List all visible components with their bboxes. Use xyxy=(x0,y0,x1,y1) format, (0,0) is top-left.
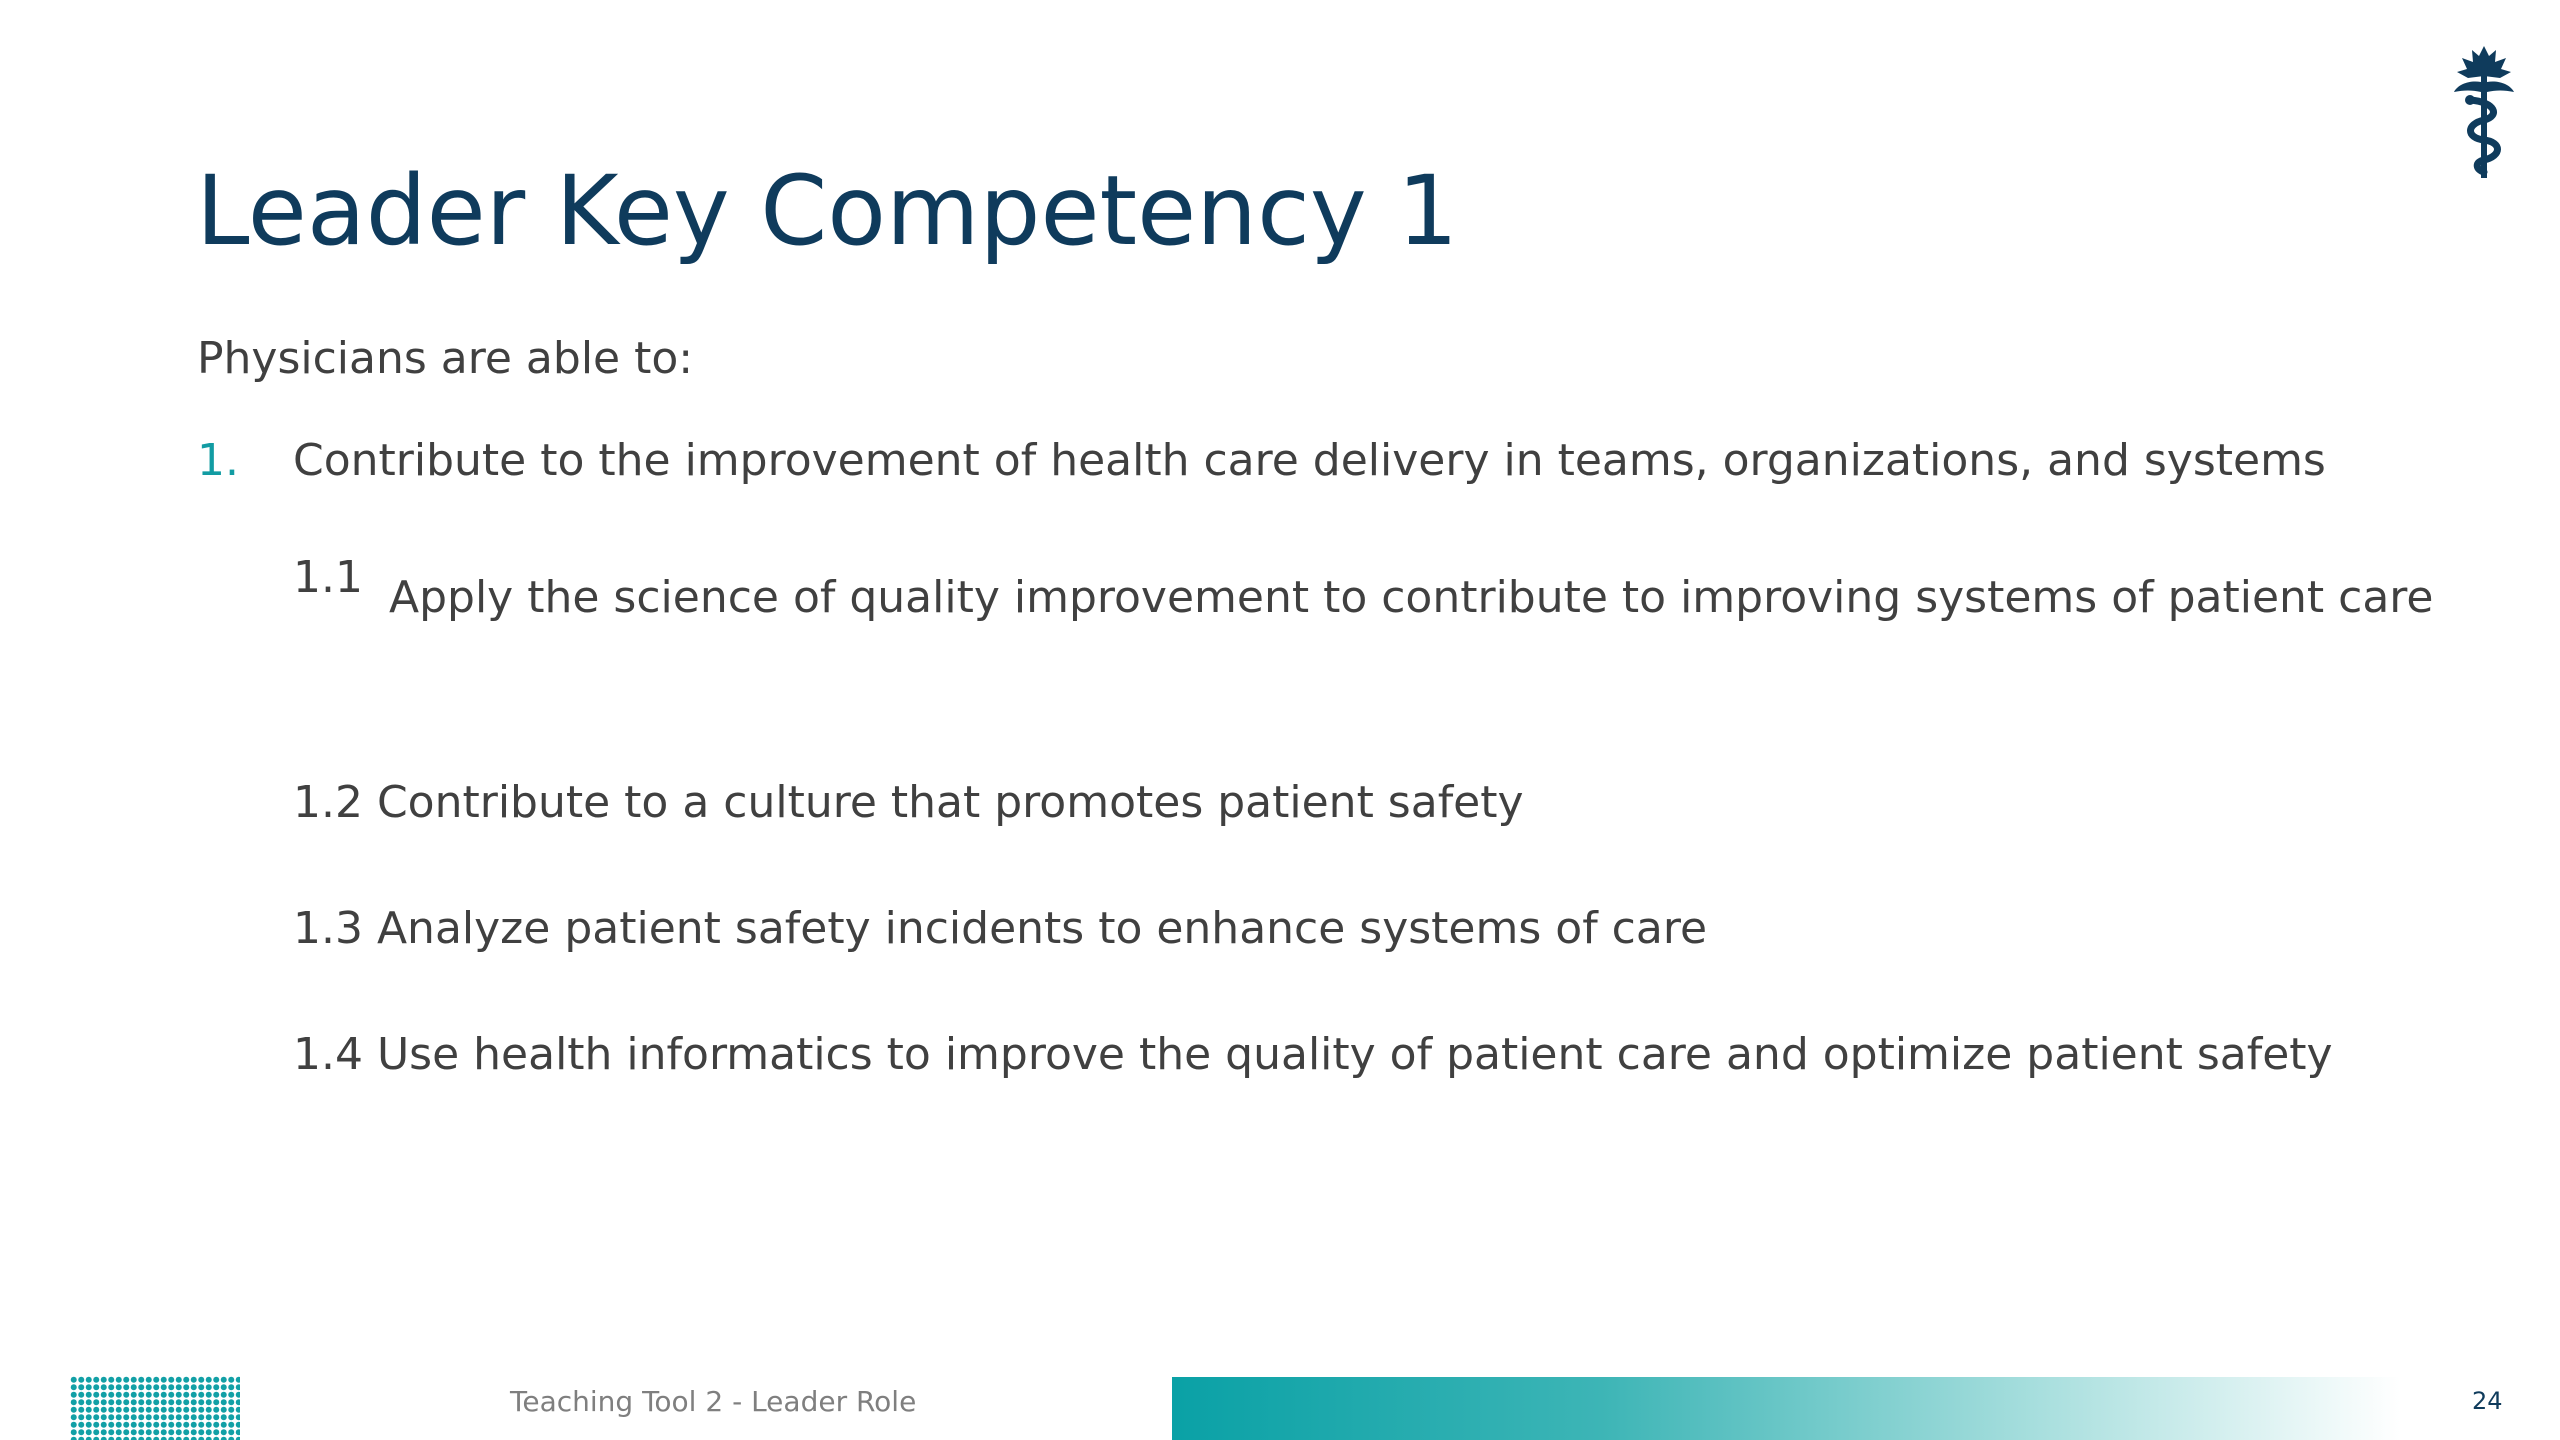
footer-gradient-bar xyxy=(1172,1377,2400,1440)
intro-text: Physicians are able to: xyxy=(197,333,694,384)
subitem-number: 1.1 xyxy=(293,552,363,603)
subitem-1-3: 1.3 Analyze patient safety incidents to enhance systems of care xyxy=(293,903,1708,954)
dot-grid-icon xyxy=(70,1376,240,1440)
caduceus-logo-icon xyxy=(2448,42,2520,182)
subitem-text: Apply the science of quality improvement to contribute to improving systems of patient care xyxy=(389,572,2434,623)
list-number: 1. xyxy=(197,435,239,486)
subitem-1-2: 1.2 Contribute to a culture that promotes patient safety xyxy=(293,777,1524,828)
slide-title: Leader Key Competency 1 xyxy=(196,155,1459,267)
page-number: 24 xyxy=(2472,1387,2503,1415)
competency-item-text: Contribute to the improvement of health care delivery in teams, organizations, and systems xyxy=(293,435,2326,486)
footer-label: Teaching Tool 2 - Leader Role xyxy=(510,1385,917,1418)
subitem-1-4: 1.4 Use health informatics to improve the quality of patient care and optimize patient safety xyxy=(293,1029,2333,1080)
